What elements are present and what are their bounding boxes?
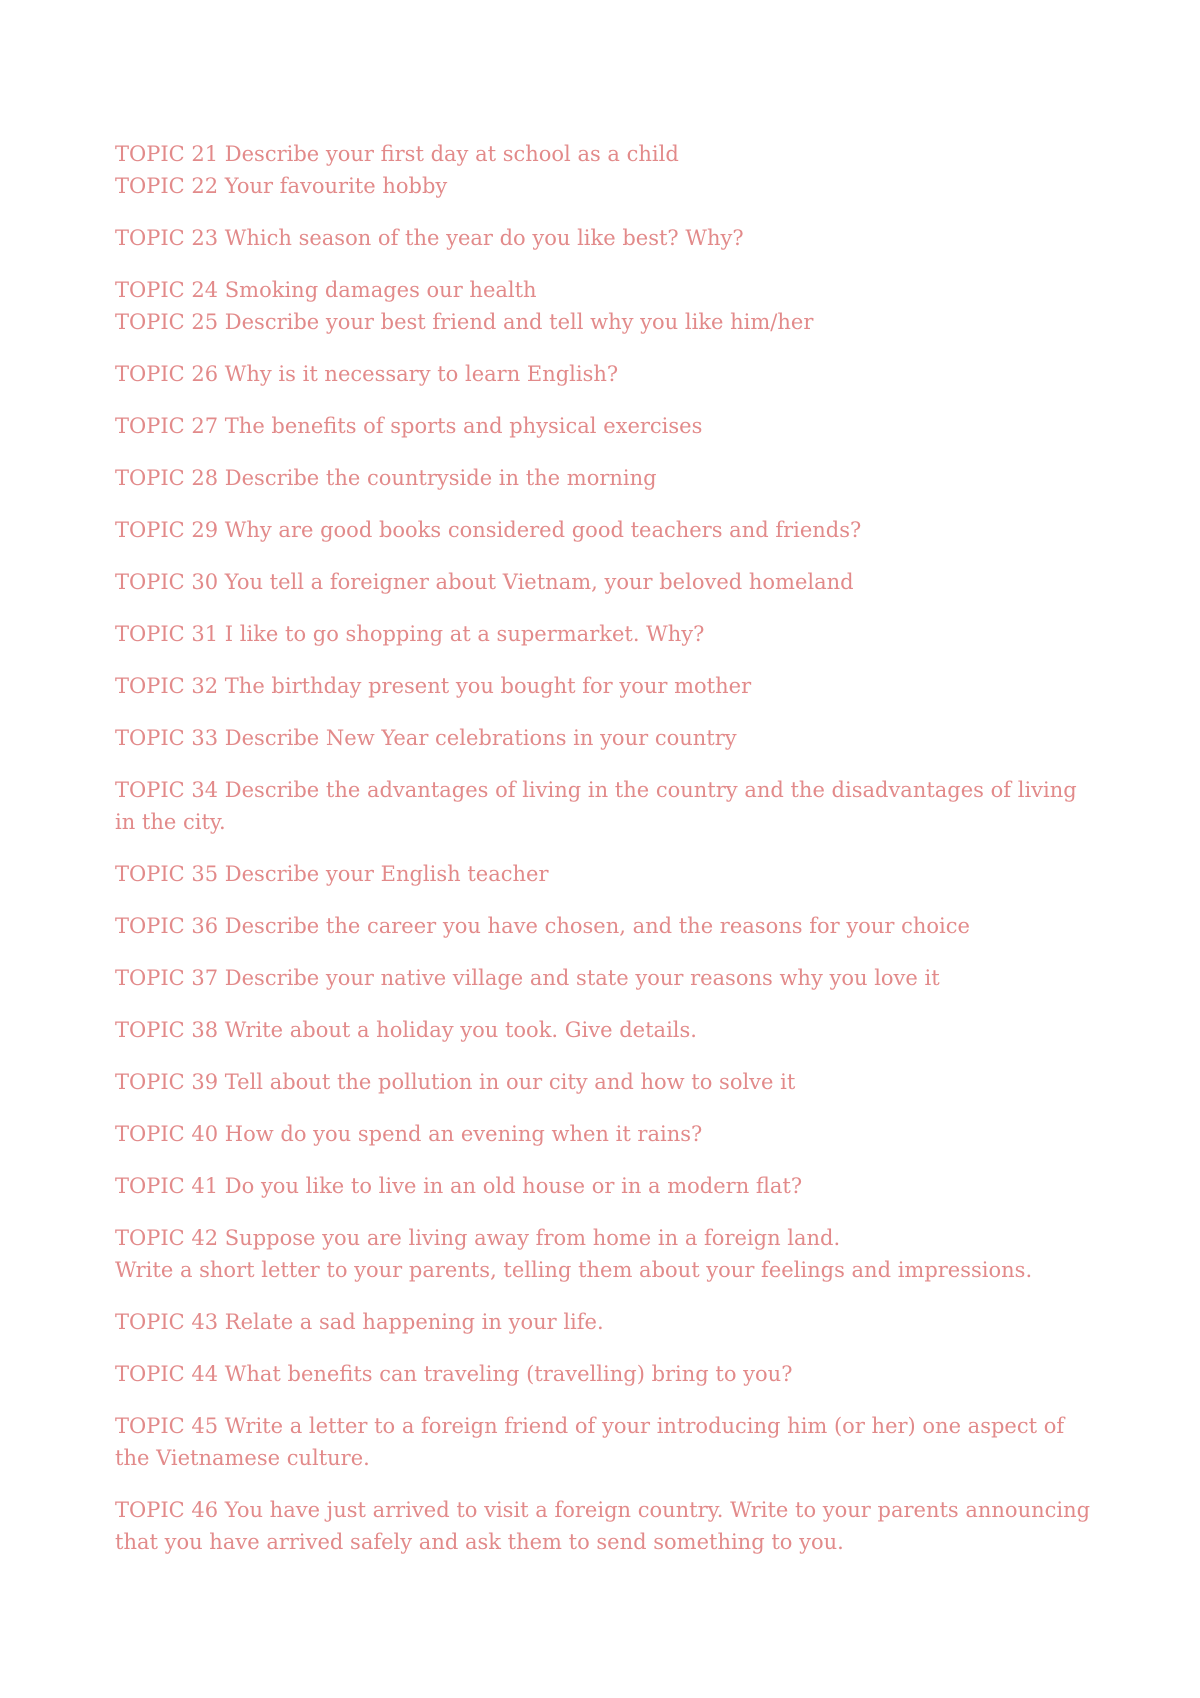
- topic-32: TOPIC 32 The birthday present you bought for your mother: [115, 674, 752, 698]
- topic-46: TOPIC 46 You have just arrived to visit a foreign country. Write to your parents announcing that you have arrived safely and ask them to send something to you.: [115, 1498, 1091, 1554]
- topic-28: TOPIC 28 Describe the countryside in the morning: [115, 466, 657, 490]
- topic-31: TOPIC 31 I like to go shopping at a supermarket. Why?: [115, 622, 705, 646]
- topic-37: TOPIC 37 Describe your native village and state your reasons why you love it: [115, 966, 940, 990]
- topic-22: TOPIC 22 Your favourite hobby: [115, 174, 448, 198]
- topic-27: TOPIC 27 The benefits of sports and physical exercises: [115, 414, 703, 438]
- topic-42-line-2: Write a short letter to your parents, telling them about your feelings and impressions.: [115, 1258, 1033, 1282]
- topic-25: TOPIC 25 Describe your best friend and tell why you like him/her: [115, 310, 814, 334]
- topic-30: TOPIC 30 You tell a foreigner about Vietnam, your beloved homeland: [115, 570, 854, 594]
- topic-26: TOPIC 26 Why is it necessary to learn English?: [115, 362, 619, 386]
- topic-21: TOPIC 21 Describe your first day at school as a child: [115, 142, 679, 166]
- topic-40: TOPIC 40 How do you spend an evening when it rains?: [115, 1122, 703, 1146]
- topic-45: TOPIC 45 Write a letter to a foreign friend of your introducing him (or her) one aspect of the Vietnamese culture.: [115, 1414, 1065, 1470]
- topic-38: TOPIC 38 Write about a holiday you took. Give details.: [115, 1018, 697, 1042]
- topic-41: TOPIC 41 Do you like to live in an old house or in a modern flat?: [115, 1174, 803, 1198]
- topic-43: TOPIC 43 Relate a sad happening in your life.: [115, 1310, 604, 1334]
- topic-33: TOPIC 33 Describe New Year celebrations in your country: [115, 726, 737, 750]
- topic-list: [115, 138, 1095, 1578]
- topic-24: TOPIC 24 Smoking damages our health: [115, 278, 537, 302]
- topic-36: TOPIC 36 Describe the career you have chosen, and the reasons for your choice: [115, 914, 970, 938]
- topic-29: TOPIC 29 Why are good books considered good teachers and friends?: [115, 518, 862, 542]
- topic-42-line-1: TOPIC 42 Suppose you are living away from home in a foreign land.: [115, 1226, 841, 1250]
- topic-23: TOPIC 23 Which season of the year do you like best? Why?: [115, 226, 744, 250]
- topic-34: TOPIC 34 Describe the advantages of living in the country and the disadvantages of living in the city.: [115, 778, 1077, 834]
- topic-35: TOPIC 35 Describe your English teacher: [115, 862, 549, 886]
- topic-39: TOPIC 39 Tell about the pollution in our city and how to solve it: [115, 1070, 796, 1094]
- topic-42: [115, 1222, 1095, 1286]
- topic-44: TOPIC 44 What benefits can traveling (travelling) bring to you?: [115, 1362, 793, 1386]
